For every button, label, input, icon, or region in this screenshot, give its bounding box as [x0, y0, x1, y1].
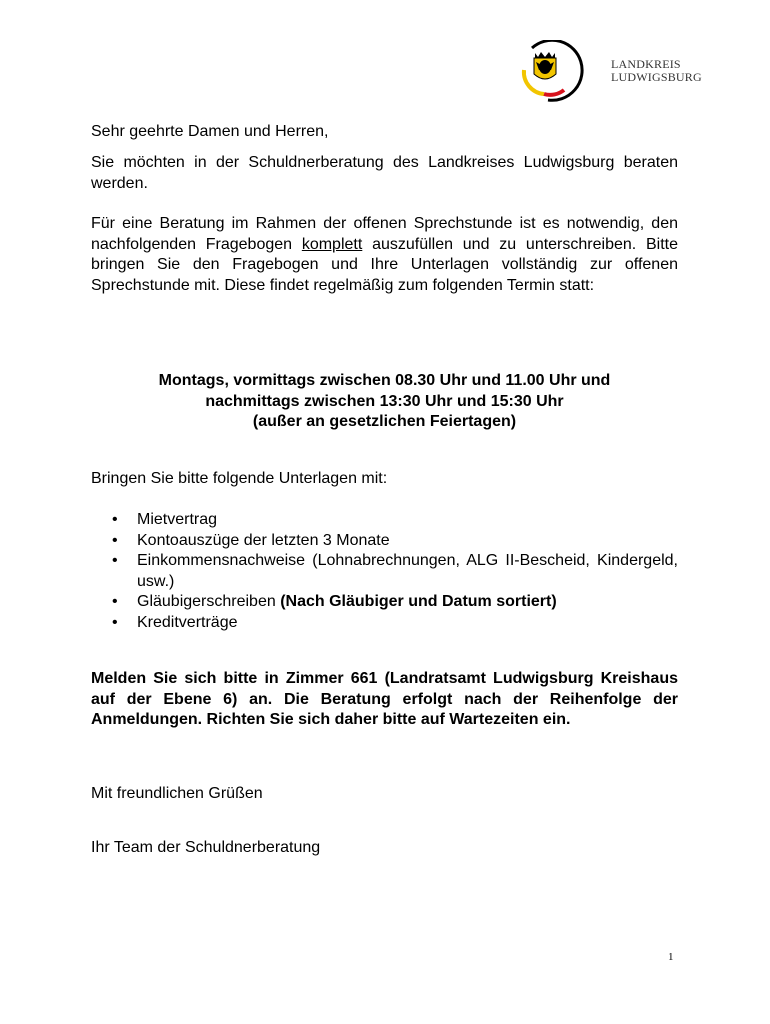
logo-line-1: LANDKREIS — [611, 57, 681, 71]
list-item — [91, 531, 678, 552]
coat-of-arms-icon — [518, 40, 598, 104]
signature: Ihr Team der Schuldnerberatung — [91, 839, 321, 856]
requirement-paragraph — [91, 214, 678, 296]
list-item-text: Einkommensnachweise (Lohnabrechnungen, ALG II-Bescheid, Kindergeld, usw.) — [137, 552, 678, 590]
bullet-icon: • — [112, 552, 118, 569]
documents-list — [91, 510, 678, 633]
requirement-text-1: Für eine Beratung im Rahmen der offenen Sprechstunde ist es notwendig, den nachfolgenden Fragebogen — [91, 215, 678, 253]
landkreis-logo — [518, 40, 708, 104]
salutation: Sehr geehrte Damen und Herren, — [91, 123, 329, 140]
list-item-text: Kreditverträge — [137, 613, 238, 631]
office-hours — [91, 371, 678, 433]
list-item-text: Gläubigerschreiben — [137, 593, 281, 610]
documents-intro: Bringen Sie bitte folgende Unterlagen mit: — [91, 470, 388, 487]
intro-paragraph: Sie möchten in der Schuldnerberatung des Landkreises Ludwigsburg beraten werden. — [91, 154, 678, 192]
list-item-text: Kontoauszüge der letzten 3 Monate — [137, 531, 390, 549]
bullet-icon: • — [112, 531, 118, 549]
bullet-icon: • — [112, 511, 118, 528]
office-hours-line-1: Montags, vormittags zwischen 08.30 Uhr und 11.00 Uhr und — [158, 372, 611, 389]
page-number: 1 — [668, 951, 674, 963]
office-hours-line-3: (außer an gesetzlichen Feiertagen) — [252, 413, 517, 430]
office-hours-line-2: nachmittags zwischen 13:30 Uhr und 15:30 Uhr — [205, 392, 564, 410]
logo-line-2: LUDWIGSBURG — [611, 70, 702, 84]
underlined-word: komplett — [301, 235, 363, 253]
list-item-bold: (Nach Gläubiger und Datum sortiert) — [280, 593, 557, 610]
list-item-text: Mietvertrag — [137, 511, 218, 528]
closing-phrase: Mit freundlichen Grüßen — [91, 785, 263, 802]
list-item — [91, 613, 678, 634]
list-item — [91, 592, 678, 613]
logo-wordmark — [611, 58, 702, 84]
registration-notice: Melden Sie sich bitte in Zimmer 661 (Landratsamt Ludwigsburg Kreishaus auf der Ebene 6) an. Die Beratung erfolgt nach der Reihenfolge der Anmeldungen. Richten Sie sich daher bitte auf Wartezeiten ein. — [91, 670, 678, 728]
bullet-icon: • — [112, 593, 118, 610]
list-item — [91, 551, 678, 592]
list-item — [91, 510, 678, 531]
bullet-icon: • — [112, 613, 118, 631]
requirement-text-2: auszufüllen und zu unterschreiben. Bitte bringen Sie den Fragebogen und Ihre Unterlagen vollständig zur offenen Sprechstunde mit. Diese findet regelmäßig zum folgenden Termin statt: — [91, 235, 678, 294]
